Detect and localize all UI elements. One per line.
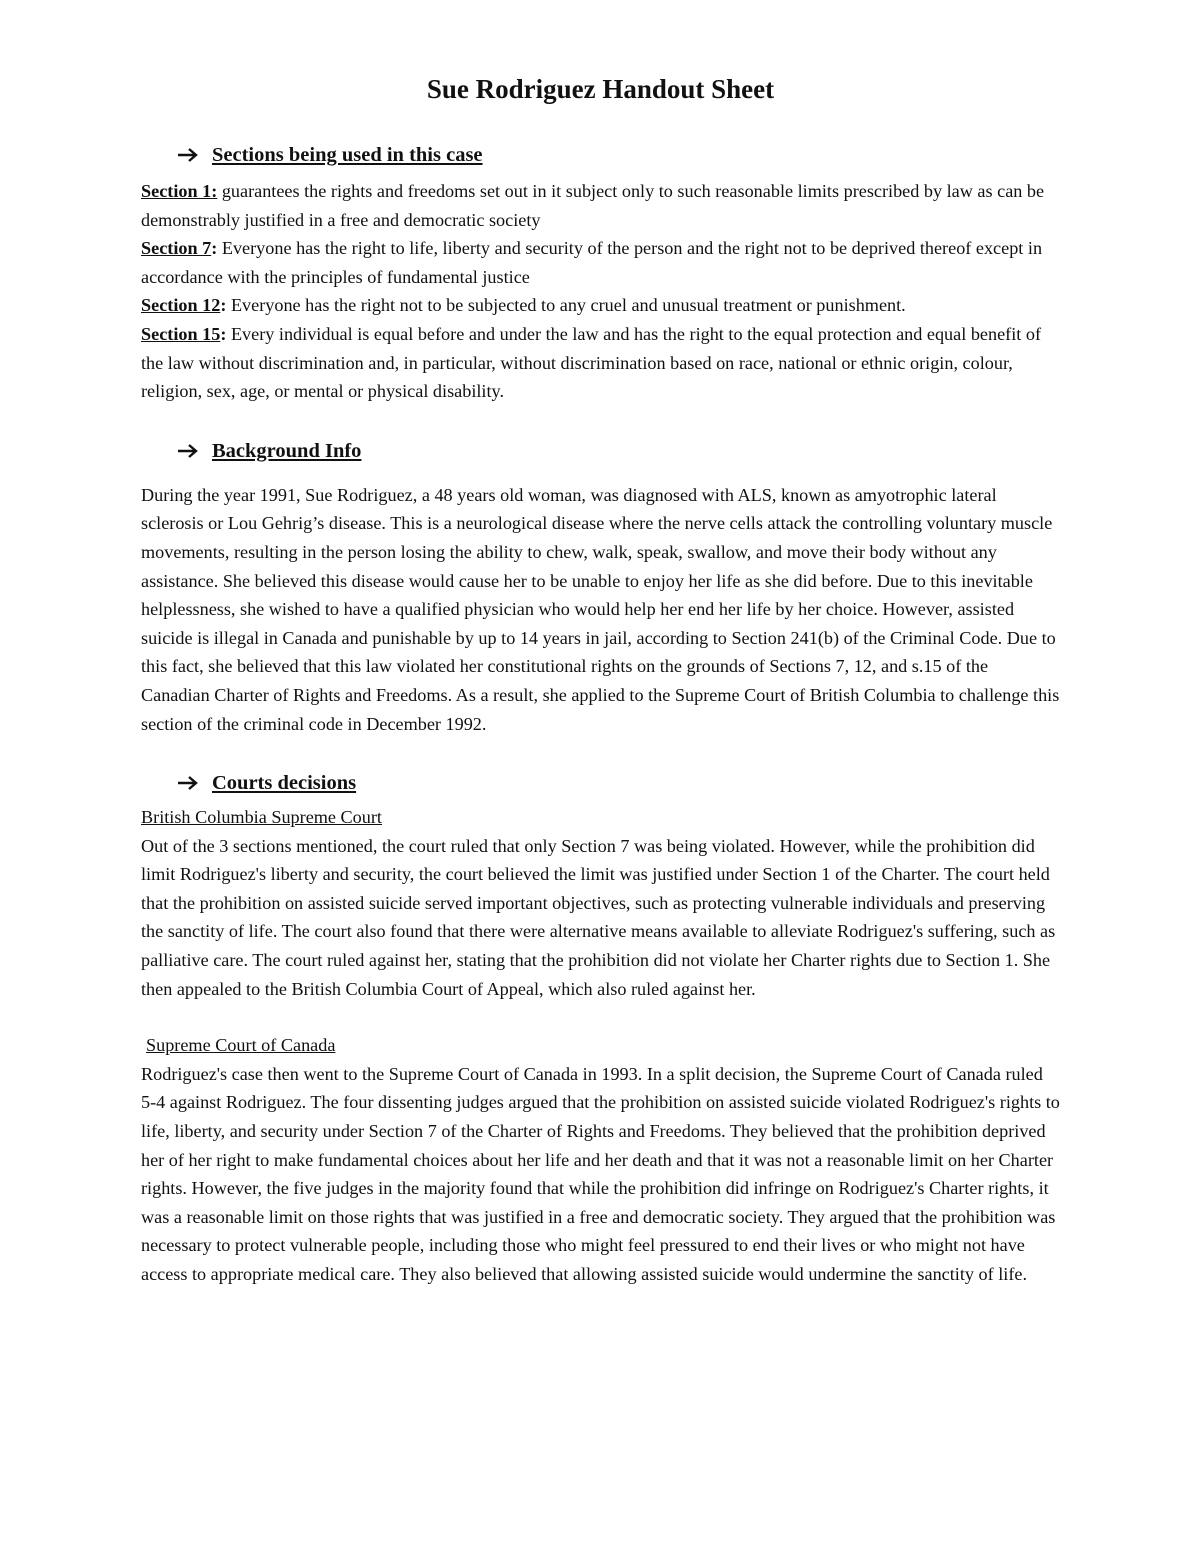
background-paragraph: During the year 1991, Sue Rodriguez, a 48 years old woman, was diagnosed with ALS, known as amyotrophic lateral sclerosis or Lou Gehrig’s disease. This is a neurological disease where the nerve cells attack the controlling voluntary muscle movements, resulting in the person losing the ability to chew, walk, speak, swallow, and move their body without any assistance. She believed this disease would cause her to be unable to enjoy her life as she did before. Due to this inevitable helplessness, she wished to have a qualified physician who would help her end her life by her choice. However, assisted suicide is illegal in Canada and punishable by up to 14 years in jail, according to Section 241(b) of the Criminal Code. Due to this fact, she believed that this law violated her constitutional rights on the grounds of Sections 7, 12, and s.15 of the Canadian Charter of Rights and Freedoms. As a result, she applied to the Supreme Court of British Columbia to challenge this section of the criminal code in December 1992. — [141, 484, 1060, 734]
sections-heading-label: Sections being used in this case — [212, 144, 483, 166]
section-1-entry — [141, 177, 1060, 234]
document-title: Sue Rodriguez Handout Sheet — [426, 74, 775, 104]
section-7-text: Everyone has the right to life, liberty and security of the person and the right not to be deprived thereof except in accordance with the principles of fundamental justice — [141, 238, 1043, 287]
bc-court-block — [141, 803, 1060, 1003]
section-15-text: Every individual is equal before and under the law and has the right to the equal protection and equal benefit of the law without discrimination and, in particular, without discrimination based on race, national or ethnic origin, colour, religion, sex, age, or mental or physical disability. — [141, 323, 1042, 402]
section-12-label: Section 12 — [141, 295, 221, 316]
section-12-entry — [141, 291, 1060, 320]
section-15-label: Section 15 — [141, 323, 221, 344]
courts-heading-label: Courts decisions — [212, 772, 357, 795]
bc-court-paragraph: Out of the 3 sections mentioned, the court ruled that only Section 7 was being violated. However, while the prohibition did limit Rodriguez's liberty and security, the court believed the limit was justified under Section 1 of the Charter. The court held that the prohibition on assisted suicide served important objectives, such as protecting vulnerable individuals and preserving the sanctity of life. The court also found that there were alternative means available to alleviate Rodriguez's suffering, such as palliative care. The court ruled against her, stating that the prohibition did not violate her Charter rights due to Section 1. She then appealed to the British Columbia Court of Appeal, which also ruled against her. — [141, 835, 1056, 999]
section-7-entry — [141, 234, 1060, 291]
scc-subheading: Supreme Court of Canada — [146, 1035, 336, 1056]
sections-list — [141, 177, 1060, 406]
section-12-text: Everyone has the right not to be subjected to any cruel and unusual treatment or punishment. — [226, 295, 906, 316]
right-arrow-icon — [177, 768, 203, 791]
background-heading-label: Background Info — [212, 439, 362, 462]
section-7-label: Section 7 — [141, 238, 212, 259]
section-1-text: guarantees the rights and freedoms set out in it subject only to such reasonable limits prescribed by law as can be demonstrably justified in a free and democratic society — [141, 181, 1045, 230]
sections-heading — [177, 140, 1060, 170]
scc-paragraph: Rodriguez's case then went to the Supreme Court of Canada in 1993. In a split decision, the Supreme Court of Canada ruled 5-4 against Rodriguez. The four dissenting judges argued that the prohibition on assisted suicide violated Rodriguez's rights to life, liberty, and security under Section 7 of the Charter of Rights and Freedoms. They believed that the prohibition deprived her of her right to make fundamental choices about her life and her death and that it was not a reasonable limit on her Charter rights. However, the five judges in the majority found that while the prohibition did infringe on Rodriguez's Charter rights, it was a reasonable limit on those rights that was justified in a free and democratic society. They argued that the prohibition was necessary to protect vulnerable people, including those who might feel pressured to end their lives or who might not have access to appropriate medical care. They also believed that allowing assisted suicide would undermine the sanctity of life. — [141, 1063, 1060, 1284]
section-1-label: Section 1: — [141, 181, 218, 201]
section-15-colon: : — [220, 323, 227, 344]
scc-block — [141, 1031, 1060, 1288]
section-12-colon: : — [220, 295, 227, 316]
section-15-entry — [141, 320, 1060, 406]
right-arrow-icon — [177, 436, 203, 459]
background-heading — [177, 436, 1060, 466]
courts-heading — [177, 768, 1060, 798]
right-arrow-icon — [177, 140, 203, 163]
bc-court-subheading: British Columbia Supreme Court — [141, 807, 382, 828]
section-7-colon: : — [211, 238, 218, 259]
